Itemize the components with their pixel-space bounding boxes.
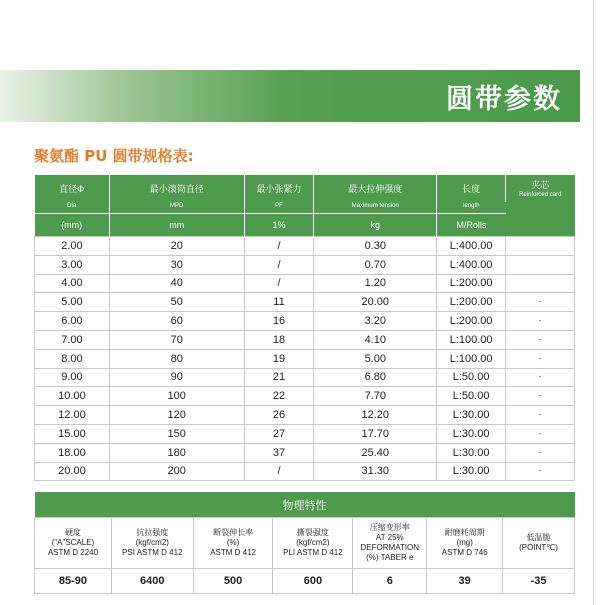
header-length-en: length	[437, 202, 506, 214]
table-row	[35, 330, 575, 349]
cell-reinforced	[506, 274, 575, 293]
cell-dia: 15.00	[35, 424, 110, 443]
property-value: 85-90	[35, 569, 112, 594]
table-row	[35, 368, 575, 387]
property-label	[503, 518, 575, 569]
physical-properties-table	[34, 492, 575, 594]
table-row	[35, 387, 575, 406]
cell-max-tension: 1.20	[314, 274, 437, 293]
cell-reinforced: ·	[506, 462, 575, 481]
cell-dia: 10.00	[35, 387, 110, 406]
cell-dia: 9.00	[35, 368, 110, 387]
property-value: 6	[353, 569, 427, 594]
cell-pf: /	[244, 274, 314, 293]
cell-length: L:400.00	[437, 255, 506, 274]
cell-pf: 19	[244, 349, 314, 368]
cell-pf: /	[244, 255, 314, 274]
cell-reinforced: ·	[506, 349, 575, 368]
header-reinforced	[506, 175, 575, 237]
cell-length: L:200.00	[437, 274, 506, 293]
cell-reinforced: ·	[506, 424, 575, 443]
cell-max-tension: 7.70	[314, 387, 437, 406]
property-label-text: 硬度 ("A"SCALE) ASTM D 2240	[47, 528, 99, 557]
cell-mpd: 100	[109, 387, 244, 406]
header-dia-en: Dia	[35, 202, 110, 214]
table-row	[35, 293, 575, 312]
header-max-tension-unit: kg	[314, 214, 437, 237]
table-row	[35, 274, 575, 293]
cell-reinforced: ·	[506, 293, 575, 312]
property-label	[353, 518, 427, 569]
property-label-text: 撕裂强度 (kgf/cm2) PLI ASTM D 412	[283, 528, 343, 557]
cell-length: L:50.00	[437, 387, 506, 406]
page-edge-line	[593, 0, 594, 605]
cell-max-tension: 3.20	[314, 312, 437, 331]
table-row	[35, 443, 575, 462]
cell-dia: 18.00	[35, 443, 110, 462]
property-label	[35, 518, 112, 569]
property-label-text: 抗拉强度 (kgf/cm2) PSI ASTM D 412	[122, 528, 183, 557]
cell-mpd: 120	[109, 406, 244, 425]
property-value: -35	[503, 569, 575, 594]
cell-length: L:400.00	[437, 237, 506, 256]
cell-mpd: 60	[109, 312, 244, 331]
property-value: 600	[273, 569, 353, 594]
cell-pf: 11	[244, 293, 314, 312]
header-mpd: 最小滚筒直径	[109, 175, 244, 202]
cell-pf: 27	[244, 424, 314, 443]
cell-max-tension: 0.70	[314, 255, 437, 274]
table-row	[35, 349, 575, 368]
cell-dia: 20.00	[35, 462, 110, 481]
cell-length: L:200.00	[437, 312, 506, 331]
property-label-text: 压缩变形率 AT 25% DEFORMATION (%) TABER e	[360, 523, 420, 562]
cell-max-tension: 20.00	[314, 293, 437, 312]
property-value: 39	[427, 569, 503, 594]
table-row	[35, 424, 575, 443]
spec-table	[34, 175, 575, 481]
cell-dia: 8.00	[35, 349, 110, 368]
property-label-text: 断裂伸长率 (%) ASTM D 412	[210, 528, 256, 557]
cell-pf: 26	[244, 406, 314, 425]
header-reinforced-cn: 夹芯	[531, 180, 550, 190]
cell-max-tension: 5.00	[314, 349, 437, 368]
cell-reinforced: ·	[506, 443, 575, 462]
cell-dia: 2.00	[35, 237, 110, 256]
cell-mpd: 150	[109, 424, 244, 443]
cell-length: L:30.00	[437, 462, 506, 481]
header-length-unit: M/Rolls	[437, 214, 506, 237]
cell-pf: 16	[244, 312, 314, 331]
header-reinforced-en: Reinforced card	[519, 192, 562, 198]
cell-length: L:30.00	[437, 406, 506, 425]
cell-mpd: 90	[109, 368, 244, 387]
cell-dia: 5.00	[35, 293, 110, 312]
property-value: 500	[193, 569, 273, 594]
spec-table-title: 聚氨酯 PU 圆带规格表:	[34, 147, 194, 165]
property-value: 6400	[111, 569, 193, 594]
cell-mpd: 30	[109, 255, 244, 274]
property-label	[273, 518, 353, 569]
property-label	[111, 518, 193, 569]
cell-pf: 18	[244, 330, 314, 349]
cell-dia: 3.00	[35, 255, 110, 274]
cell-reinforced: ·	[506, 368, 575, 387]
cell-reinforced	[506, 237, 575, 256]
cell-dia: 12.00	[35, 406, 110, 425]
cell-reinforced: ·	[506, 387, 575, 406]
banner-title: 圆带参数	[446, 84, 562, 115]
property-label	[427, 518, 503, 569]
header-dia: 直径Φ	[35, 175, 110, 202]
cell-dia: 4.00	[35, 274, 110, 293]
cell-length: L:200.00	[437, 293, 506, 312]
cell-mpd: 20	[109, 237, 244, 256]
cell-mpd: 70	[109, 330, 244, 349]
cell-pf: 37	[244, 443, 314, 462]
header-max-tension-en: Maximum tension	[314, 202, 437, 214]
cell-length: L:100.00	[437, 330, 506, 349]
header-pf-unit: 1%	[244, 214, 314, 237]
physical-properties-labels	[35, 518, 575, 569]
cell-reinforced: ·	[506, 330, 575, 349]
cell-dia: 7.00	[35, 330, 110, 349]
cell-length: L:50.00	[437, 368, 506, 387]
header-length: 长度	[437, 175, 506, 202]
cell-pf: /	[244, 462, 314, 481]
cell-max-tension: 4.10	[314, 330, 437, 349]
cell-max-tension: 0.30	[314, 237, 437, 256]
table-row	[35, 255, 575, 274]
cell-max-tension: 25.40	[314, 443, 437, 462]
cell-reinforced: ·	[506, 406, 575, 425]
header-pf: 最小张紧力	[244, 175, 314, 202]
spec-table-body	[35, 237, 575, 481]
cell-length: L:100.00	[437, 349, 506, 368]
cell-dia: 6.00	[35, 312, 110, 331]
cell-max-tension: 31.30	[314, 462, 437, 481]
property-label-text: 低温脆 (POINT℃)	[519, 533, 558, 552]
cell-pf: /	[244, 237, 314, 256]
table-row	[35, 406, 575, 425]
header-mpd-en: MPD	[109, 202, 244, 214]
cell-reinforced: ·	[506, 312, 575, 331]
table-row	[35, 462, 575, 481]
table-row	[35, 312, 575, 331]
table-row	[35, 237, 575, 256]
property-label-text: 耐磨耗周期 (mg) ASTM D 746	[441, 528, 488, 557]
header-dia-unit: (mm)	[35, 214, 110, 237]
title-banner	[0, 70, 580, 122]
header-mpd-unit: mm	[109, 214, 244, 237]
property-label	[193, 518, 273, 569]
cell-mpd: 180	[109, 443, 244, 462]
physical-properties-values	[35, 569, 575, 594]
cell-pf: 21	[244, 368, 314, 387]
cell-length: L:30.00	[437, 424, 506, 443]
cell-length: L:30.00	[437, 443, 506, 462]
cell-pf: 22	[244, 387, 314, 406]
cell-mpd: 50	[109, 293, 244, 312]
cell-mpd: 40	[109, 274, 244, 293]
header-max-tension: 最大拉伸强度	[314, 175, 437, 202]
cell-reinforced	[506, 255, 575, 274]
cell-max-tension: 6.80	[314, 368, 437, 387]
header-pf-en: PF	[244, 202, 314, 214]
cell-max-tension: 17.70	[314, 424, 437, 443]
cell-mpd: 80	[109, 349, 244, 368]
physical-properties-title: 物理特性	[35, 492, 575, 518]
cell-mpd: 200	[109, 462, 244, 481]
cell-max-tension: 12.20	[314, 406, 437, 425]
